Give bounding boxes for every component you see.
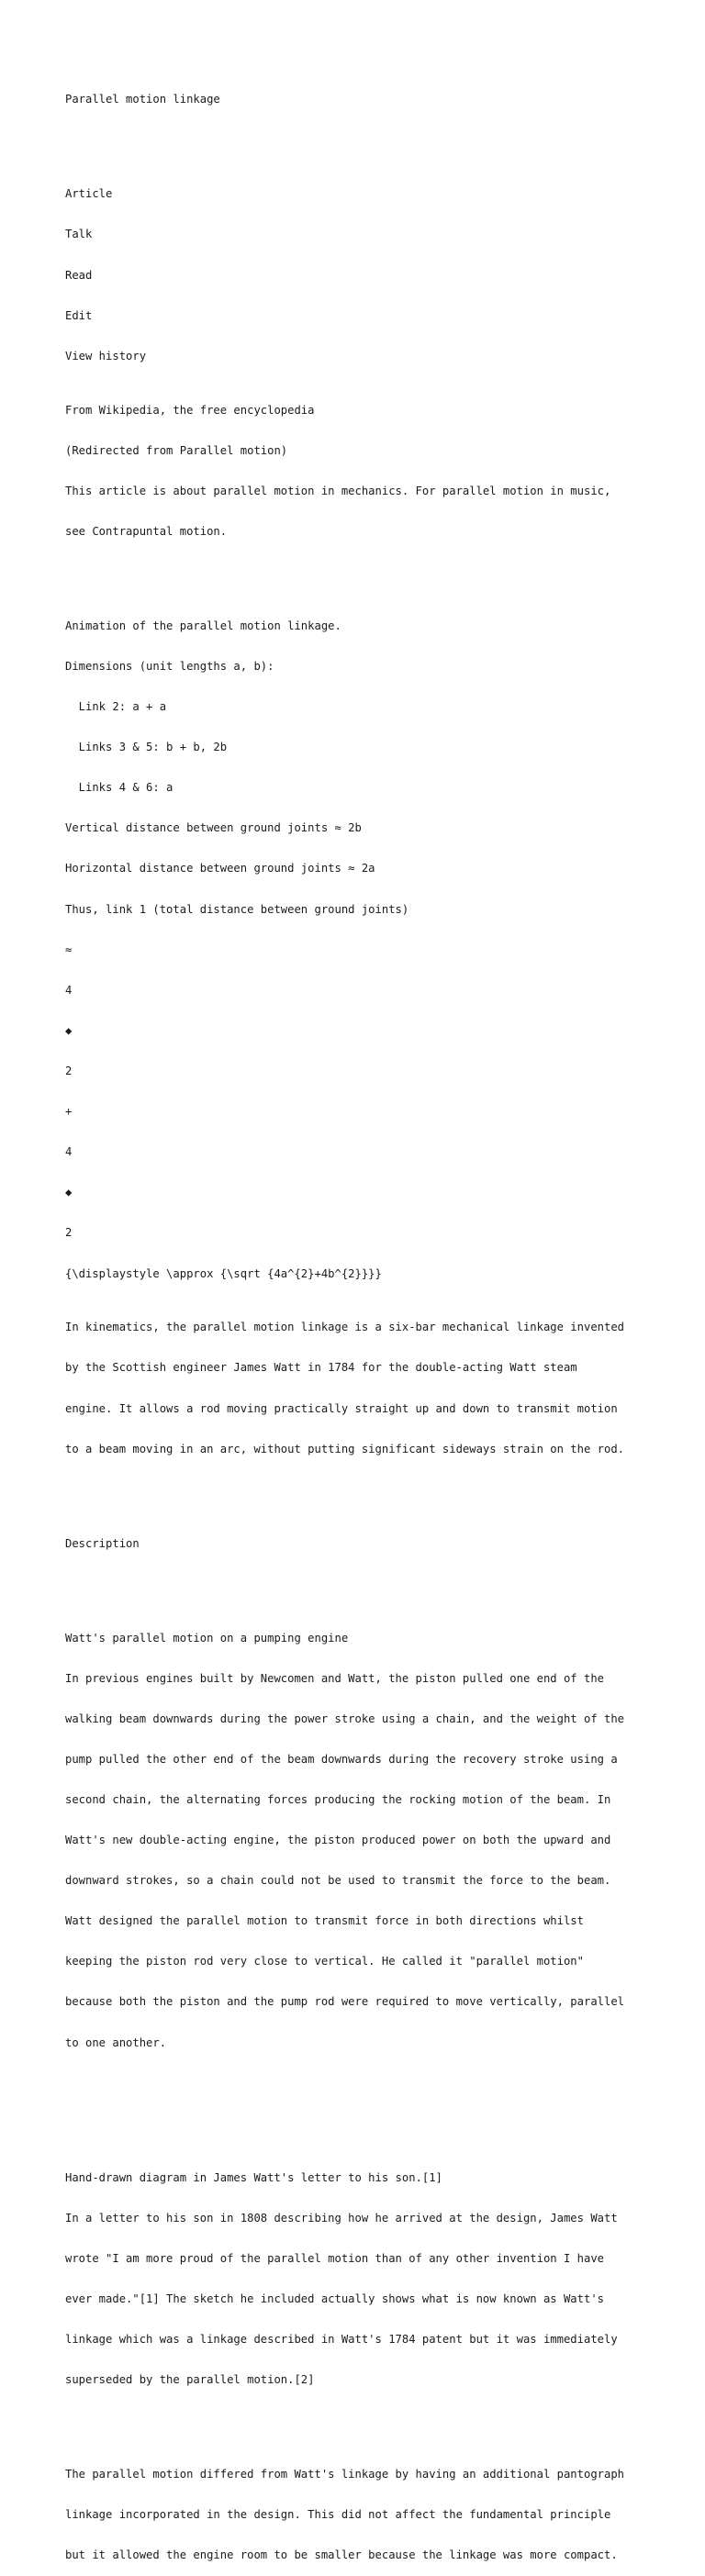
description-paragraph-line: Watt's new double-acting engine, the piston produced power on both the upward and [65,1834,611,1847]
pumping-engine-caption: Watt's parallel motion on a pumping engine [65,1631,349,1645]
nav-tab-view-history[interactable]: View history [65,349,147,362]
spacer [65,2117,653,2131]
nav-tab-edit[interactable]: Edit [65,308,93,322]
spacer [65,1483,653,1497]
intro-paragraph-line: to a beam moving in an arc, without putting significant sideways strain on the rod. [65,1442,625,1455]
page-title: Parallel motion linkage [65,93,220,106]
letter-paragraph-line: ever made."[1] The sketch he included actually shows what is now known as Watt's [65,2292,604,2305]
letter-paragraph-line: In a letter to his son in 1808 describing how he arrived at the design, James Watt [65,2211,618,2225]
hatnote-line: This article is about parallel motion in mechanics. For parallel motion in music, [65,484,611,497]
description-paragraph-line: walking beam downwards during the power stroke using a chain, and the weight of the [65,1712,625,1725]
math-fragment: 2 [65,1065,73,1077]
letter-paragraph-line: wrote "I am more proud of the parallel motion than of any other invention I have [65,2251,604,2265]
intro-paragraph-line: engine. It allows a rod moving practically straight up and down to transmit motion [65,1401,618,1415]
description-paragraph-line: Watt designed the parallel motion to transmit force in both directions whilst [65,1914,584,1928]
math-fragment: 2 [65,1226,73,1240]
pantograph-paragraph-line: but it allowed the engine room to be smaller because the linkage was more compact. [65,2548,618,2562]
letter-paragraph-line: superseded by the parallel motion.[2] [65,2373,315,2387]
math-fragment: ◆ [65,1023,73,1037]
nav-tab-article[interactable]: Article [65,187,113,201]
description-paragraph-line: pump pulled the other end of the beam downwards during the recovery stroke using a [65,1752,618,1766]
pantograph-paragraph-line: linkage incorporated in the design. This did not affect the fundamental principle [65,2508,611,2522]
math-fragment: ≈ [65,942,73,956]
nav-tab-read[interactable]: Read [65,268,93,282]
description-paragraph-line: In previous engines built by Newcomen and Watt, the piston pulled one end of the [65,1671,604,1685]
animation-caption-line: Links 3 & 5: b + b, 2b [65,741,228,754]
animation-caption-line: Thus, link 1 (total distance between ground joints) [65,902,409,916]
animation-caption-line: Link 2: a + a [65,700,167,714]
spacer [65,565,653,579]
pantograph-paragraph-line: The parallel motion differed from Watt's linkage by having an additional pantograph [65,2468,625,2481]
spacer [65,1578,653,1591]
spacer [65,2414,653,2427]
letter-paragraph-line: linkage which was a linkage described in Watt's 1784 patent but it was immediately [65,2333,618,2347]
nav-tab-talk[interactable]: Talk [65,228,93,241]
intro-paragraph-line: In kinematics, the parallel motion linkage is a six-bar mechanical linkage invented [65,1321,625,1334]
document-page [65,66,653,2576]
animation-caption-line: Dimensions (unit lengths a, b): [65,659,274,673]
description-paragraph-line: keeping the piston rod very close to vertical. He called it "parallel motion" [65,1955,584,1968]
tagline: From Wikipedia, the free encyclopedia [65,403,315,417]
section-heading-description: Description [65,1536,140,1550]
math-latex-source: {\displaystyle \approx {\sqrt {4a^{2}+4b^{2}}}} [65,1266,382,1280]
math-fragment: 4 [65,983,73,997]
math-fragment: ◆ [65,1186,73,1199]
spacer [65,134,653,148]
animation-caption-line: Vertical distance between ground joints ≈ 2b [65,821,362,835]
animation-caption-line: Links 4 & 6: a [65,781,173,795]
description-paragraph-line: because both the piston and the pump rod were required to move vertically, parallel [65,1995,625,2009]
description-paragraph-line: downward strokes, so a chain could not be used to transmit the force to the beam. [65,1874,611,1888]
math-fragment: 4 [65,1145,73,1159]
animation-caption-line: Animation of the parallel motion linkage. [65,619,341,632]
letter-diagram-caption: Hand-drawn diagram in James Watt's letter to his son.[1] [65,2170,442,2184]
hatnote-line: see Contrapuntal motion. [65,524,228,538]
animation-caption-line: Horizontal distance between ground joints ≈ 2a [65,862,375,875]
intro-paragraph-line: by the Scottish engineer James Watt in 1784 for the double-acting Watt steam [65,1361,577,1375]
description-paragraph-line: second chain, the alternating forces producing the rocking motion of the beam. In [65,1792,611,1806]
math-fragment: + [65,1105,73,1119]
description-paragraph-line: to one another. [65,2035,167,2049]
spacer [65,2077,653,2091]
redirect-note: (Redirected from Parallel motion) [65,443,288,457]
